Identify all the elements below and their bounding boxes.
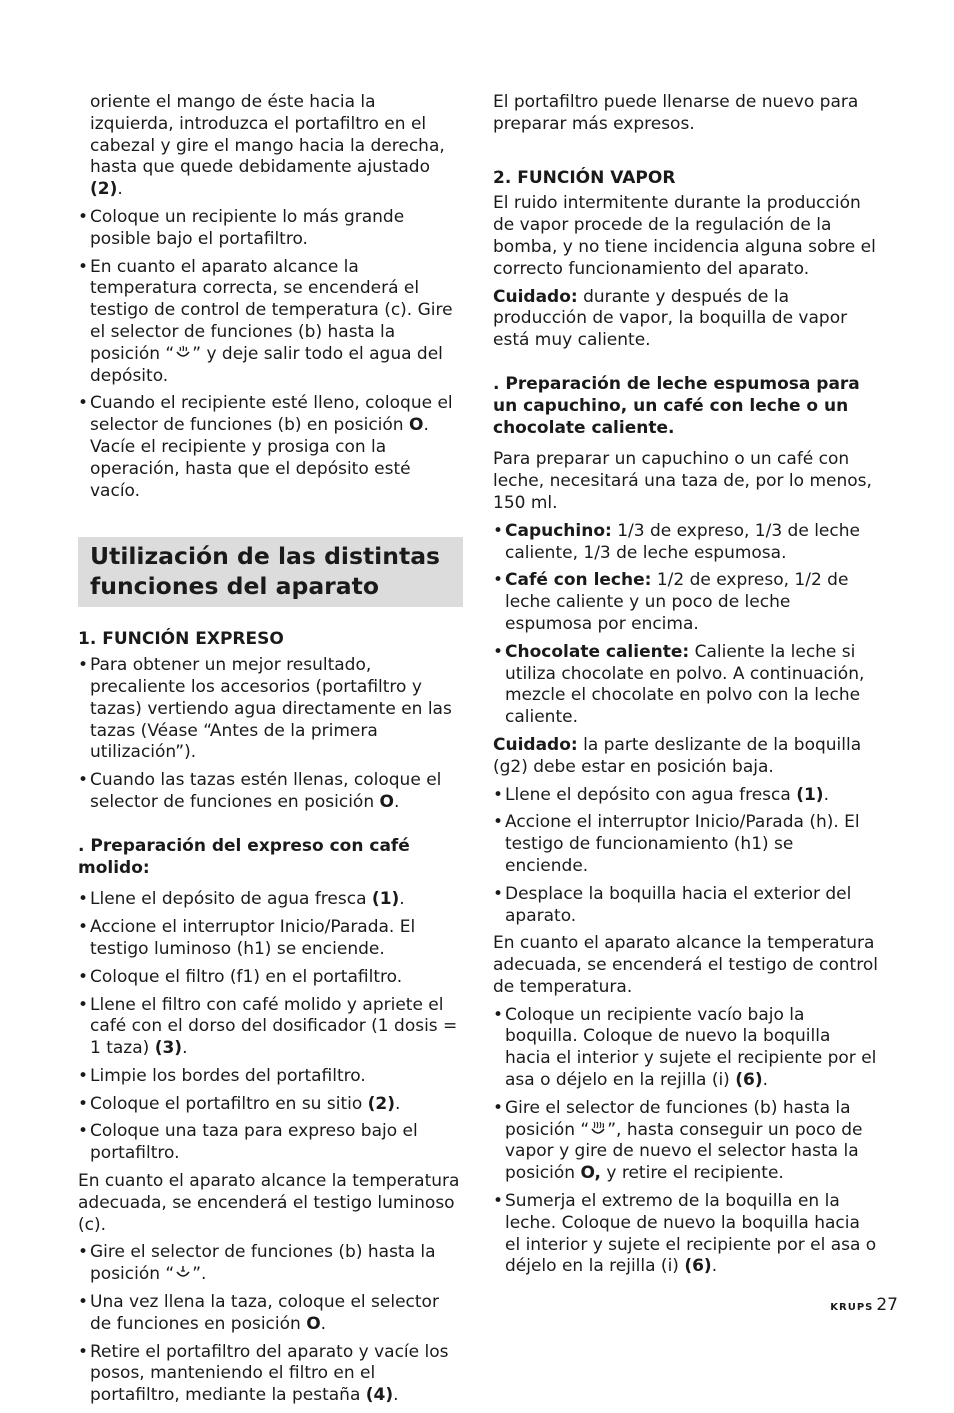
page-footer [830, 1295, 898, 1315]
steam-icon [589, 1121, 607, 1137]
bullet-lleno: • Cuando el recipiente esté lleno, coloque el selector de funciones (b) en posición O. Vacíe el recipiente y prosiga con la operación, hasta que el depósito esté vacío. [78, 393, 463, 502]
vapor-bullet-5: • Gire el selector de funciones (b) hasta la posición “ ”, hasta conseguir un poco de vapor y gire de nuevo el selector hasta la posición O, y retire el recipiente. [493, 1098, 878, 1185]
brand-logo: KRUPS [830, 1302, 874, 1313]
page-number: 27 [876, 1295, 898, 1315]
bullet-cafe-con-leche: • Café con leche: 1/2 de expreso, 1/2 de leche caliente y un poco de leche espumosa por encima. [493, 570, 878, 635]
heading-funcion-vapor: 2. FUNCIÓN VAPOR [493, 167, 676, 188]
expreso-bullet-2: • Cuando las tazas estén llenas, coloque el selector de funciones en posición O. [78, 770, 463, 814]
molido-bullet-1: • Llene el depósito de agua fresca (1). [78, 889, 463, 911]
leche-paragraph-1: Para preparar un capuchino o un café con leche, necesitará una taza de, por lo menos, 150 ml. [493, 449, 872, 513]
left-column [78, 92, 463, 1413]
hot-water-icon [174, 345, 192, 361]
right-column [493, 92, 878, 1284]
vapor-bullet-1: • Llene el depósito con agua fresca (1). [493, 785, 878, 807]
heading-funcion-expreso: 1. FUNCIÓN EXPRESO [78, 629, 284, 650]
bullet-chocolate: • Chocolate caliente: Caliente la leche si utiliza chocolate en polvo. A continuación, mezcle el chocolate en polvo con la leche caliente. [493, 642, 878, 729]
right-intro-paragraph: El portafiltro puede llenarse de nuevo para preparar más expresos. [493, 92, 859, 134]
molido-bullet-2: • Accione el interruptor Inicio/Parada. El testigo luminoso (h1) se enciende. [78, 917, 463, 961]
molido-bullet-6: • Coloque el portafiltro en su sitio (2). [78, 1094, 463, 1116]
molido-bullet-5: • Limpie los bordes del portafiltro. [78, 1066, 463, 1088]
heading-leche-espumosa: . Preparación de leche espumosa para un capuchino, un café con leche o un chocolate caliente. [493, 373, 860, 438]
molido-bullet-7: • Coloque una taza para expreso bajo el portafiltro. [78, 1121, 463, 1165]
molido-bullet-3: • Coloque el filtro (f1) en el portafiltro. [78, 967, 463, 989]
bullet-recipiente: • Coloque un recipiente lo más grande posible bajo el portafiltro. [78, 207, 463, 251]
espresso-cup-icon [174, 1265, 192, 1281]
section-heading-box [78, 537, 463, 607]
expreso-bullet-1: • Para obtener un mejor resultado, precaliente los accesorios (portafiltro y tazas) vertiendo agua directamente en las tazas (Véase “Antes de la primera utilización”). [78, 655, 463, 764]
vapor-cuidado: Cuidado: durante y después de la producción de vapor, la boquilla de vapor está muy caliente. [493, 286, 848, 351]
vapor-bullet-3: • Desplace la boquilla hacia el exterior del aparato. [493, 884, 878, 928]
vapor-bullet-2: • Accione el interruptor Inicio/Parada (h). El testigo de funcionamiento (h1) se enciende. [493, 812, 878, 877]
bullet-temperatura: • En cuanto el aparato alcance la temperatura correcta, se encenderá el testigo de control de temperatura (c). Gire el selector de funciones (b) hasta la posición “ ” y deje salir todo el agua del depósito. [78, 257, 463, 388]
bullet-capuchino: • Capuchino: 1/3 de expreso, 1/3 de leche caliente, 1/3 de leche espumosa. [493, 521, 878, 565]
molido-paragraph-temperatura: En cuanto el aparato alcance la temperatura adecuada, se encenderá el testigo luminoso (c). [78, 1171, 460, 1235]
molido-bullet-9: • Una vez llena la taza, coloque el selector de funciones en posición O. [78, 1292, 463, 1336]
section-title: Utilización de las distintas funciones del aparato [90, 542, 441, 601]
leche-cuidado: Cuidado: la parte deslizante de la boquilla (g2) debe estar en posición baja. [493, 734, 862, 777]
molido-bullet-4: • Llene el filtro con café molido y apriete el café con el dorso del dosificador (1 dosis = 1 taza) (3). [78, 995, 463, 1060]
molido-bullet-10: • Retire el portafiltro del aparato y vacíe los posos, manteniendo el filtro en el portafiltro, mediante la pestaña (4). [78, 1342, 463, 1407]
heading-cafe-molido: . Preparación del expreso con café molido: [78, 835, 410, 878]
intro-continuation: oriente el mango de éste hacia la izquierda, introduzca el portafiltro en el cabezal y gire el mango hacia la derecha, hasta que quede debidamente ajustado (2). [90, 92, 445, 200]
vapor-paragraph-1: El ruido intermitente durante la producción de vapor procede de la regulación de la bomba, y no tiene incidencia alguna sobre el correcto funcionamiento del aparato. [493, 193, 876, 279]
vapor-bullet-4: • Coloque un recipiente vacío bajo la boquilla. Coloque de nuevo la boquilla hacia el interior y sujete el recipiente por el asa o déjelo en la rejilla (i) (6). [493, 1005, 878, 1092]
vapor-paragraph-temperatura: En cuanto el aparato alcance la temperatura adecuada, se encenderá el testigo de control de temperatura. [493, 933, 878, 997]
molido-bullet-8: • Gire el selector de funciones (b) hasta la posición “ ”. [78, 1242, 463, 1286]
vapor-bullet-6: • Sumerja el extremo de la boquilla en la leche. Coloque de nuevo la boquilla hacia el interior y sujete el recipiente por el asa o déjelo en la rejilla (i) (6). [493, 1191, 878, 1278]
